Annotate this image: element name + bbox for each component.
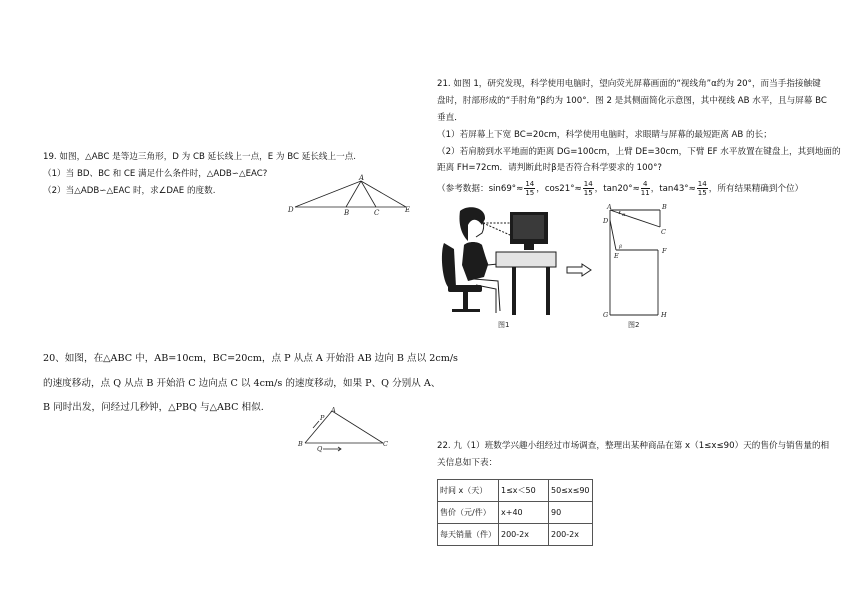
table-cell: 售价（元/件） xyxy=(438,502,499,524)
table-cell: 90 xyxy=(549,502,593,524)
q21-ref-sep: ，所有结果精确到个位） xyxy=(708,184,804,194)
q21-line-5: （2）若肩膀到水平地面的距离 DG=100cm，上臂 DE=30cm，下臂 EF 水平放置在键盘上，其到地面的 xyxy=(437,147,841,157)
q21-fig2-label-b: B xyxy=(662,203,667,211)
q19-triangle-figure xyxy=(288,174,428,217)
q19-label-a: A xyxy=(359,174,365,182)
q21-ref-fraction xyxy=(697,180,708,197)
q21-line-4: （1）若屏幕上下宽 BC=20cm，科学使用电脑时，求眼睛与屏幕的最短距离 AB 的长； xyxy=(437,130,772,140)
q20-line-2: 的速度移动，点 Q 从点 B 开始沿 C 边向点 C 以 4cm/s 的速度移动，如果 P、Q 分别从 A、 xyxy=(43,378,441,389)
q21-figure-1-computer-user xyxy=(438,205,558,330)
q19-line-2: （1）当 BD、BC 和 CE 满足什么条件时，△ADB∽△EAC? xyxy=(43,169,268,179)
q20-label-a: A xyxy=(331,406,336,414)
table-row xyxy=(438,502,593,524)
table-cell: 50≤x≤90 xyxy=(549,480,593,502)
table-row xyxy=(438,524,593,546)
q21-fig2-label-a: A xyxy=(607,203,612,211)
fraction-numerator: 4 xyxy=(641,180,650,189)
q21-line-3: 垂直． xyxy=(437,113,463,123)
q19-label-c: C xyxy=(374,209,380,217)
q21-ref-fraction xyxy=(524,180,535,197)
q20-label-c: C xyxy=(383,440,388,448)
q22-line-2: 关信息如下表： xyxy=(437,458,498,468)
fraction-numerator: 14 xyxy=(583,180,593,188)
fraction-numerator: 14 xyxy=(525,180,535,188)
q19-label-e: E xyxy=(405,206,411,214)
q19-label-b: B xyxy=(344,209,350,217)
fraction-denominator: 15 xyxy=(525,189,535,197)
q19-label-d: D xyxy=(288,206,294,214)
fraction-denominator: 15 xyxy=(583,189,593,197)
q21-ref-sep: ，cos21°≈ xyxy=(536,184,582,194)
q21-line-6: 距离 FH=72cm．请判断此时β是否符合科学要求的 100°? xyxy=(437,163,662,173)
table-cell: 时间 x（天） xyxy=(438,480,499,502)
q21-line-2: 盘时，肘部形成的“手肘角”β约为 100°．图 2 是其侧面简化示意图，其中视线 AB 水平，且与屏幕 BC xyxy=(437,96,827,106)
table-cell: 1≤x＜50 xyxy=(499,480,549,502)
q20-label-q: Q xyxy=(317,445,323,453)
q21-reference-data xyxy=(437,180,803,198)
right-arrow-icon xyxy=(566,264,592,276)
q21-ref-prefix: （参考数据：sin69°≈ xyxy=(437,184,524,194)
q21-fig2-label-h: H xyxy=(661,311,667,319)
q21-fig2-label-beta: β xyxy=(619,244,622,250)
q19-line-3: （2）当△ADB∽△EAC 时，求∠DAE 的度数. xyxy=(43,186,216,196)
q21-line-1: 21. 如图 1，研究发现，科学使用电脑时，望向荧光屏幕画面的“视线角”α约为 20°，而当手指接触键 xyxy=(437,79,821,89)
q21-fig2-label-e: E xyxy=(614,252,619,260)
fraction-denominator: 15 xyxy=(697,189,707,197)
q21-fig2-label-c: C xyxy=(661,228,666,236)
q21-ref-fraction xyxy=(641,180,650,197)
table-cell: 200-2x xyxy=(549,524,593,546)
q21-fig2-label-f: F xyxy=(662,247,667,255)
q20-line-1: 20、如图，在△ABC 中，AB=10cm，BC=20cm，点 P 从点 A 开始沿 AB 边向 B 点以 2cm/s xyxy=(43,353,458,364)
fraction-numerator: 14 xyxy=(697,180,707,188)
q20-label-b: B xyxy=(298,440,303,448)
table-cell: x+40 xyxy=(499,502,549,524)
q21-figure-2-schematic xyxy=(600,205,680,330)
q21-figure-2-caption: 图2 xyxy=(628,321,640,329)
q21-ref-sep: ，tan20°≈ xyxy=(594,184,640,194)
q22-price-sales-table xyxy=(437,479,593,546)
table-cell: 200-2x xyxy=(499,524,549,546)
q19-line-1: 19. 如图，△ABC 是等边三角形，D 为 CB 延长线上一点，E 为 BC 延长线上一点. xyxy=(43,152,357,162)
q21-ref-sep: ，tan43°≈ xyxy=(650,184,696,194)
q21-fig2-label-g: G xyxy=(603,311,609,319)
q20-label-p: P xyxy=(320,414,325,422)
fraction-denominator: 11 xyxy=(640,189,650,197)
q21-fig2-label-d: D xyxy=(603,217,609,225)
table-cell: 每天销量（件） xyxy=(438,524,499,546)
table-row xyxy=(438,480,593,502)
q21-ref-fraction xyxy=(583,180,594,197)
q21-figure-1-caption: 图1 xyxy=(498,321,510,329)
q21-fig2-label-alpha: α xyxy=(622,212,626,218)
q22-line-1: 22. 九（1）班数学兴趣小组经过市场调查，整理出某种商品在第 x（1≤x≤90）天的售价与销售量的相 xyxy=(437,441,830,451)
q20-triangle-figure xyxy=(297,408,392,453)
q20-line-3: B 同时出发，问经过几秒钟，△PBQ 与△ABC 相似. xyxy=(43,402,264,413)
